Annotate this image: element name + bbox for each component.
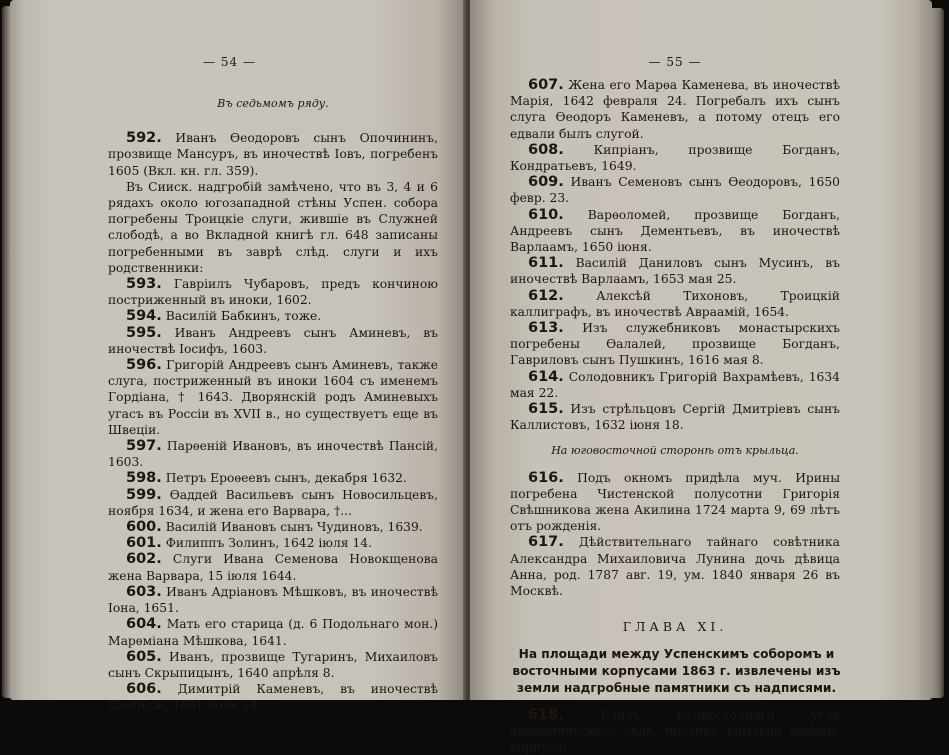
entry xyxy=(510,320,840,369)
entry-number: 615. xyxy=(528,401,564,417)
entry-number: 605. xyxy=(126,649,162,665)
entry-number: 598. xyxy=(126,470,162,486)
entry xyxy=(510,534,840,599)
entry xyxy=(108,438,438,470)
entry-text: Алексѣй Тихоновъ, Троицкій каллиграфъ, въ иночествѣ Авраамій, 1654. xyxy=(510,289,840,319)
chapter-subtitle: На площади между Успенскимъ соборомъ и восточными корпусами 1863 г. извлечены изъ земли надгробные памятники съ надписями. xyxy=(504,646,849,697)
entry-number: 609. xyxy=(528,174,564,190)
entry-list xyxy=(510,77,840,433)
entry xyxy=(510,401,840,433)
entry-text: Жена его Марѳа Каменева, въ иночествѣ Марія, 1642 февраля 24. Погребалъ ихъ сынъ слуга Ѳеодоръ Каменевъ, а потому отецъ его едвали былъ слугой. xyxy=(510,78,840,141)
entry-text: Петръ Ероѳеевъ сынъ, декабря 1632. xyxy=(166,471,407,485)
entry xyxy=(108,470,438,486)
entry-number: 600. xyxy=(126,519,162,535)
entry-text: Слуги Ивана Семенова Новокщенова жена Варвара, 15 іюля 1644. xyxy=(108,552,438,582)
entry xyxy=(510,255,840,287)
entry-list xyxy=(510,470,840,600)
entry-text: Дѣйствительнаго тайнаго совѣтника Александра Михаиловича Лунина дочь дѣвица Анна, род. 1787 авг. 19, ум. 1840 января 26 въ Москвѣ. xyxy=(510,535,840,598)
entry-number: 599. xyxy=(126,487,162,503)
entry-text: Парѳеній Ивановъ, въ иночествѣ Пансій, 1603. xyxy=(108,439,438,469)
page-number: — 55 — xyxy=(444,54,906,70)
section-subtitle: На юговосточной сторонѣ отъ крыльца. xyxy=(510,443,840,459)
entry-text: Григорій Андреевъ сынъ Аминевъ, также слуга, постриженный въ иноки 1604 съ именемъ Гордіана, † 1643. Дворянскій родъ Аминевыхъ угасъ въ Россіи въ XVII в., но существуетъ еще въ Швеціи. xyxy=(108,358,438,437)
entry-text: Въ Сииск. надгробій замѣчено, что въ 3, 4 и 6 рядахъ около югозападной стѣны Успен. собора погребены Троицкіе слуги, жившіе въ Служней слободѣ, а во Вкладной книгѣ гл. 648 записаны погребенными въ заврѣ слѣд. слуги и ихъ родственники: xyxy=(108,180,438,275)
entry-number: 595. xyxy=(126,325,162,341)
entry-text: Василій Даниловъ сынъ Мусинъ, въ иночествѣ Варлаамъ, 1653 мая 25. xyxy=(510,256,840,286)
entry-number: 601. xyxy=(126,535,162,551)
entry xyxy=(510,77,840,142)
entry-number: 616. xyxy=(528,470,564,486)
entry-list xyxy=(108,130,438,713)
entry xyxy=(108,487,438,519)
entry-text: Кипріанъ, прозвище Богданъ, Кондратьевъ, 1649. xyxy=(510,143,840,173)
entry xyxy=(108,276,438,308)
entry xyxy=(108,551,438,583)
entry xyxy=(510,174,840,206)
entry xyxy=(108,519,438,535)
entry xyxy=(108,535,438,551)
left-page xyxy=(10,0,465,700)
entry-text: Иванъ Семеновъ сынъ Ѳеодоровъ, 1650 февр. 23. xyxy=(510,175,840,205)
left-page-content xyxy=(108,96,438,714)
entry xyxy=(108,130,438,179)
chapter-title: ГЛАВА XI. xyxy=(510,619,840,635)
right-page xyxy=(470,0,932,700)
paragraph xyxy=(108,179,438,276)
entry-text: Василій Бабкинъ, тоже. xyxy=(166,309,322,323)
entry-number: 597. xyxy=(126,438,162,454)
entry-text: Иванъ Ѳеодоровъ сынъ Опочининъ, прозвище Мансуръ, въ иночествѣ Іовъ, погребенъ 1605 (Вкл. кн. гл. 359). xyxy=(108,131,438,177)
right-page-content xyxy=(510,77,840,755)
entry-number: 602. xyxy=(126,551,162,567)
entry-list xyxy=(510,707,840,755)
page-number: — 54 — xyxy=(2,54,457,70)
entry-text: Иванъ Адріановъ Мѣшковъ, въ иночествѣ Іона, 1651. xyxy=(108,585,438,615)
entry xyxy=(108,325,438,357)
entry xyxy=(510,470,840,535)
entry-text: Филиппъ Золинъ, 1642 іюля 14. xyxy=(166,536,372,550)
entry-number: 603. xyxy=(126,584,162,600)
entry-number: 610. xyxy=(528,207,564,223)
entry-text: Близъ юговосточнаго угла академическаго сада, противъ крыльца академ. корпуса: xyxy=(510,708,840,754)
entry-number: 612. xyxy=(528,288,564,304)
entry xyxy=(510,707,840,755)
entry-number: 594. xyxy=(126,308,162,324)
entry-text: Василій Ивановъ сынъ Чудиновъ, 1639. xyxy=(166,520,423,534)
entry xyxy=(108,308,438,324)
entry xyxy=(510,288,840,320)
section-subtitle: Въ седьмомъ ряду. xyxy=(108,96,438,112)
entry-number: 607. xyxy=(528,77,564,93)
entry-number: 611. xyxy=(528,255,564,271)
entry xyxy=(510,207,840,256)
entry-text: Мать его старица (д. 6 Подольнаго мон.) Марѳміана Мѣшкова, 1641. xyxy=(108,617,438,647)
entry-text: Солодовникъ Григорій Вахрамѣевъ, 1634 мая 22. xyxy=(510,370,840,400)
entry-number: 614. xyxy=(528,369,564,385)
entry-number: 596. xyxy=(126,357,162,373)
right-page-edge xyxy=(932,8,944,698)
entry xyxy=(510,369,840,401)
entry-text: Гавріилъ Чубаровъ, предъ кончиною постриженный въ иноки, 1602. xyxy=(108,277,438,307)
entry xyxy=(108,357,438,438)
entry xyxy=(108,616,438,648)
entry-text: Изъ стрѣльцовъ Сергій Дмитріевъ сынъ Каллистовъ, 1632 іюня 18. xyxy=(510,402,840,432)
entry xyxy=(108,584,438,616)
entry-text: Ѳаддей Васильевъ сынъ Новосильцевъ, ноября 1634, и жена его Варвара, †... xyxy=(108,488,438,518)
entry-text: Изъ служебниковъ монастырскихъ погребены Ѳалалей, прозвище Богданъ, Гавриловъ сынъ Пушкинъ, 1616 мая 8. xyxy=(510,321,840,367)
entry-number: 604. xyxy=(126,616,162,632)
entry-number: 592. xyxy=(126,130,162,146)
entry-text: Димитрій Каменевъ, въ иночествѣ Діонисій, 1631 іюля 14. xyxy=(108,682,438,712)
entry-number: 613. xyxy=(528,320,564,336)
entry xyxy=(108,681,438,713)
entry-number: 608. xyxy=(528,142,564,158)
entry-number: 617. xyxy=(528,534,564,550)
entry-number: 606. xyxy=(126,681,162,697)
entry xyxy=(108,649,438,681)
entry-text: Иванъ, прозвище Тугаринъ, Михаиловъ сынъ Скрыпицынъ, 1640 апрѣля 8. xyxy=(108,650,438,680)
entry-text: Варѳоломей, прозвище Богданъ, Андреевъ сынъ Дементьевъ, въ иночествѣ Варлаамъ, 1650 іюня. xyxy=(510,208,840,254)
entry-number: 593. xyxy=(126,276,162,292)
entry-text: Иванъ Андреевъ сынъ Аминевъ, въ иночествѣ Іосифъ, 1603. xyxy=(108,326,438,356)
entry-number: 618. xyxy=(528,707,564,723)
entry-text: Подъ окномъ придѣла муч. Ирины погребена Чистенской полусотни Григорія Свѣшникова жена Акилина 1724 марта 9, 69 лѣтъ отъ рожденія. xyxy=(510,471,840,534)
entry xyxy=(510,142,840,174)
